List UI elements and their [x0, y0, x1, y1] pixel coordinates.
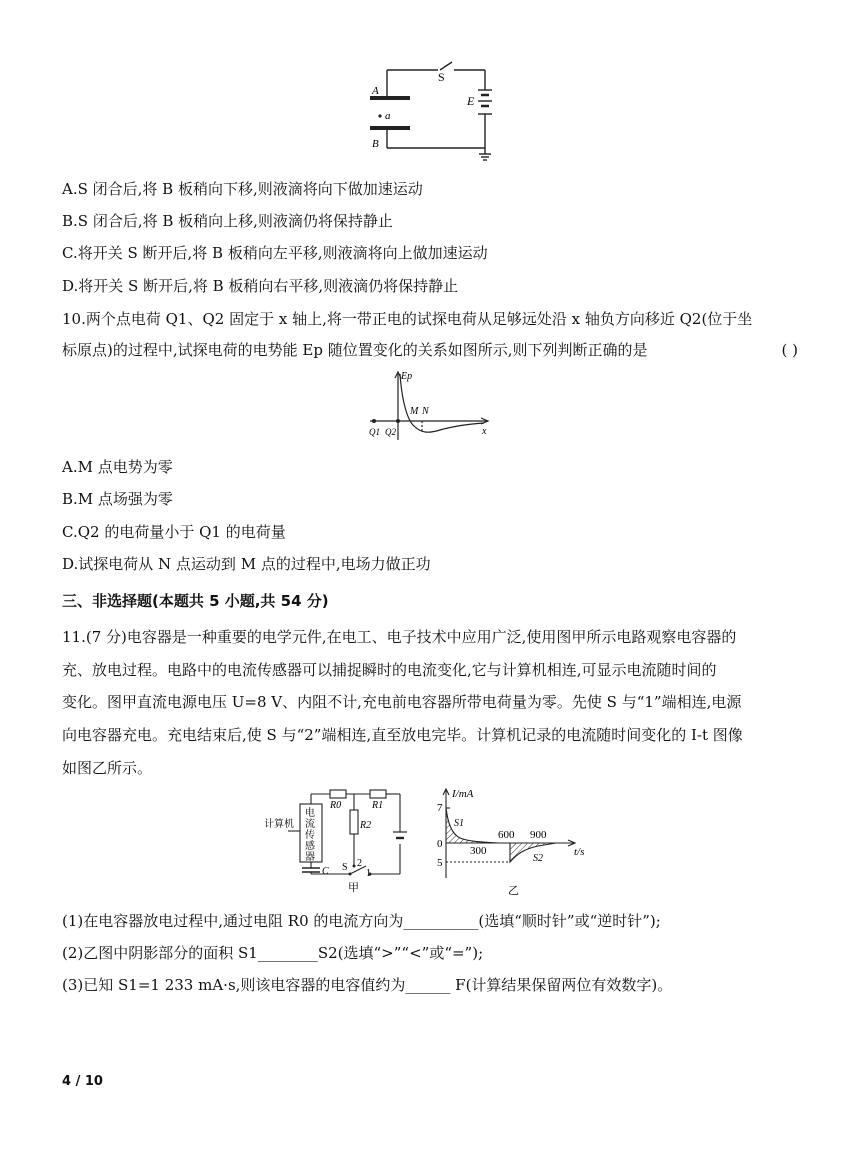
q10-stem-line1: 10.两个点电荷 Q1、Q2 固定于 x 轴上,将一带正电的试探电荷从足够远处沿 x 轴负方向移近 Q2(位于坐	[62, 310, 753, 328]
r0-label: R0	[330, 800, 342, 811]
r1-label: R1	[372, 800, 384, 811]
sensor-char-5: 器	[305, 852, 315, 863]
sensor-char-3: 传	[305, 830, 315, 841]
point-n-label: N	[422, 406, 429, 417]
q11-subquestion-2: (2)乙图中阴影部分的面积 S1________S2(选填“>”“<”或“=”);	[62, 944, 484, 962]
q11-stem-line2: 充、放电过程。电路中的电流传感器可以捕捉瞬时的电流变化,它与计算机相连,可显示电流随时间的	[62, 661, 717, 679]
section-heading: 三、非选择题(本题共 5 小题,共 54 分)	[62, 592, 329, 610]
source-label: E	[467, 94, 475, 108]
plate-a-label: A	[372, 85, 379, 97]
q9-option-a: A.S 闭合后,将 B 板稍向下移,则液滴将向下做加速运动	[62, 180, 423, 198]
q9-option-d: D.将开关 S 断开后,将 B 板稍向右平移,则液滴仍将保持静止	[62, 277, 459, 295]
r2-label: R2	[360, 820, 372, 831]
q10-stem-line2: 标原点)的过程中,试探电荷的电势能 Ep 随位置变化的关系如图所示,则下列判断正确的是	[62, 341, 648, 359]
q2-label: Q2	[385, 427, 396, 437]
rc-circuit-and-current-graph	[262, 786, 602, 898]
ep-axis-label: Ep	[401, 371, 413, 382]
q9-option-c: C.将开关 S 断开后,将 B 板稍向左平移,则液滴将向上做加速运动	[62, 244, 488, 262]
plate-b-label: B	[372, 138, 379, 150]
q10-option-c: C.Q2 的电荷量小于 Q1 的电荷量	[62, 523, 286, 541]
capacitor-circuit-figure	[360, 58, 510, 168]
page-number: 4 / 10	[62, 1074, 103, 1089]
computer-label: 计算机	[264, 819, 294, 830]
q10-option-a: A.M 点电势为零	[62, 458, 173, 476]
q11-stem-line4: 向电容器充电。充电结束后,使 S 与“2”端相连,直至放电完毕。计算机记录的电流随时间变化的 I-t 图像	[62, 726, 743, 744]
q11-stem-line1: 11.(7 分)电容器是一种重要的电学元件,在电工、电子技术中应用广泛,使用图甲所示电路观察电容器的	[62, 628, 737, 646]
x-axis-label: x	[482, 426, 487, 437]
q11-stem-line5: 如图乙所示。	[62, 759, 153, 777]
sensor-char-4: 感	[305, 841, 315, 852]
current-axis-label: I/mA	[452, 788, 474, 800]
y-tick-0: 0	[437, 838, 443, 850]
y-tick-7: 7	[437, 802, 443, 814]
q10-answer-paren: ( )	[781, 341, 798, 359]
q11-subquestion-3: (3)已知 S1=1 233 mA·s,则该电容器的电容值约为______ F(计算结果保留两位有效数字)。	[62, 976, 673, 994]
capacitor-c-label: C	[322, 866, 329, 877]
caption-jia: 甲	[348, 882, 359, 894]
x-tick-300: 300	[470, 845, 487, 857]
x-tick-600: 600	[498, 829, 515, 841]
q9-option-b: B.S 闭合后,将 B 板稍向上移,则液滴仍将保持静止	[62, 212, 393, 230]
q10-option-b: B.M 点场强为零	[62, 490, 173, 508]
caption-yi: 乙	[508, 885, 519, 897]
y-tick-5: 5	[437, 857, 443, 869]
q10-option-d: D.试探电荷从 N 点运动到 M 点的过程中,电场力做正功	[62, 555, 431, 573]
area-s2-label: S2	[533, 853, 543, 864]
q11-stem-line3: 变化。图甲直流电源电压 U=8 V、内阻不计,充电前电容器所带电荷量为零。先使 S 与“1”端相连,电源	[62, 693, 742, 711]
potential-energy-graph	[362, 368, 498, 448]
time-axis-label: t/s	[574, 846, 585, 858]
point-m-label: M	[410, 406, 419, 417]
terminal-2-label: 2	[357, 858, 362, 869]
sensor-char-2: 流	[305, 819, 315, 830]
q1-label: Q1	[369, 427, 380, 437]
switch-label: S	[438, 70, 445, 84]
sensor-char-1: 电	[305, 808, 315, 819]
area-s1-label: S1	[454, 818, 464, 829]
q11-subquestion-1: (1)在电容器放电过程中,通过电阻 R0 的电流方向为__________(选填“顺时针”或“逆时针”);	[62, 912, 661, 930]
x-tick-900: 900	[530, 829, 547, 841]
droplet-label: a	[385, 110, 391, 122]
switch-s-label: S	[342, 862, 348, 873]
terminal-1-label: 1	[366, 868, 371, 879]
